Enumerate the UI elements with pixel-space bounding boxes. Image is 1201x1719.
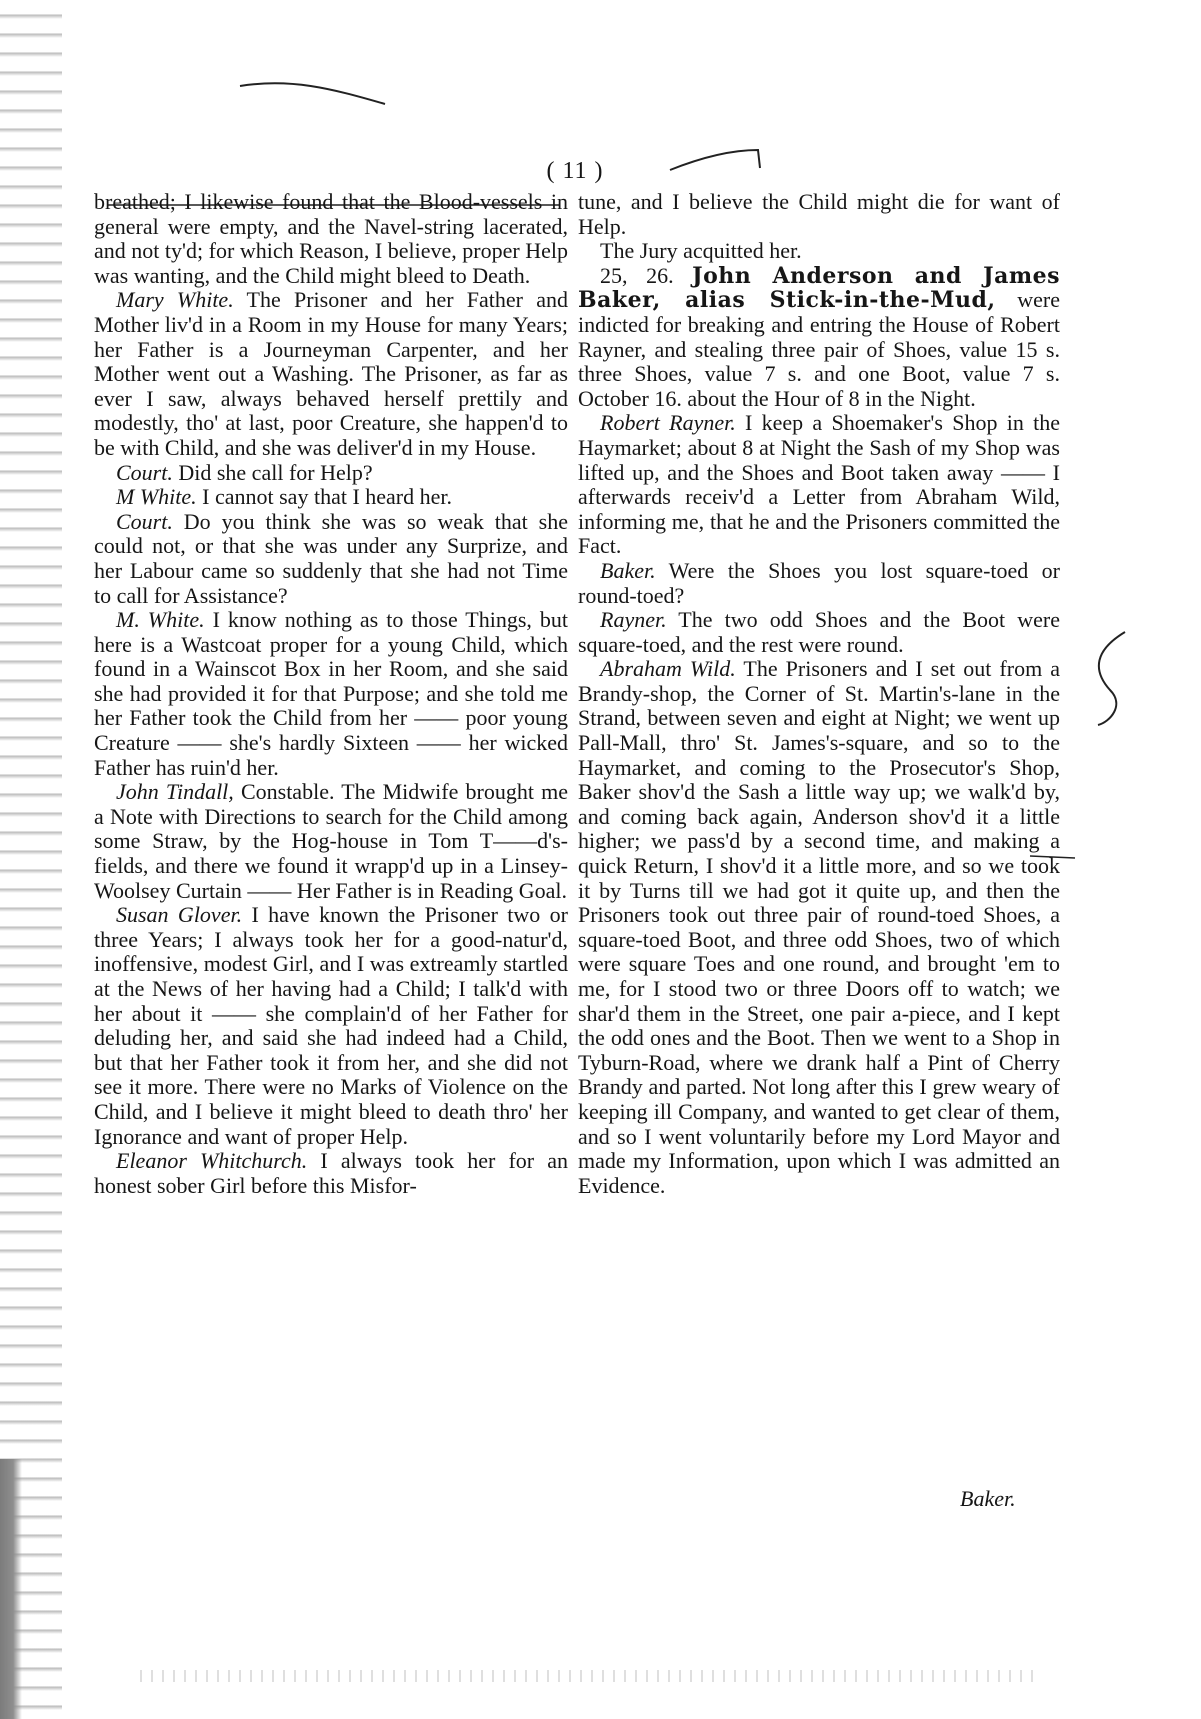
- speaker-name: Baker.: [600, 557, 656, 583]
- catchword: Baker.: [960, 1486, 1016, 1511]
- paragraph-text: were indicted for breaking and entring the House of Robert Rayner, and stealing three pair of Shoes, value 15 s. three Shoes, value 7 s. and one Boot, value 7 s. October 16. about the Hour of 8 in the Night.: [578, 287, 1060, 411]
- paragraph: [94, 461, 568, 486]
- speaker-name: Abraham Wild.: [600, 656, 736, 682]
- paragraph-text: I keep a Shoemaker's Shop in the Haymarket; about 8 at Night the Sash of my Shop was lifted up, and the Shoes and Boot taken away —— I afterwards receiv'd a Letter from Abraham Wild, informing me, that he and the Prisoners committed the Fact.: [578, 410, 1061, 559]
- paragraph: [94, 608, 568, 780]
- speaker-name: M White.: [116, 484, 197, 510]
- paragraph-text: The two odd Shoes and the Boot were square-toed, and the rest were round.: [578, 607, 1060, 657]
- paragraph-text: Do you think she was so weak that she could not, or that she was under any Surprize, and her Labour came so suddenly that she had not Time to call for Assistance?: [94, 508, 568, 608]
- paragraph-text: I have known the Prisoner two or three Years; I always took her for a good-natur'd, inoffensive, modest Girl, and I was extreamly startled at the News of her having had a Child; I talk'd with her about it —— she complain'd of her Father for deluding her, and said she had indeed had a Child, but that her Father took it from her, and she did not see it more. There were no Marks of Violence on the Child, and I believe it might bleed to death thro' her Ignorance and want of proper Help.: [94, 902, 568, 1149]
- paragraph: [578, 411, 1060, 559]
- speaker-name: Rayner.: [600, 607, 667, 633]
- paragraph: [94, 510, 568, 608]
- defendant-names: John Anderson and James Baker, alias Stick-in-the-Mud,: [578, 262, 1060, 314]
- right-column: [578, 190, 1060, 1198]
- paragraph: [578, 608, 1060, 657]
- speaker-name: Mary White.: [116, 287, 234, 313]
- paragraph-text: Constable. The Midwife brought me a Note with Directions to search for the Child among some Straw, by the Hog-house in Tom T——d's-fields, and there we found it wrapp'd up in a Linsey-Woolsey Curtain —— Her Father is in Reading Goal.: [94, 779, 569, 903]
- page-number: ( 11 ): [546, 158, 604, 184]
- paragraph-text: tune, and I believe the Child might die for want of Help.: [578, 189, 1060, 239]
- speaker-name: Court.: [116, 508, 173, 534]
- paragraph-text: I always took her for an honest sober Girl before this Misfor-: [94, 1148, 568, 1198]
- paragraph-text: Were the Shoes you lost square-toed or round-toed?: [578, 557, 1060, 608]
- paragraph-text: The Jury acquitted her.: [600, 238, 802, 264]
- paragraph-text: The Prisoners and I set out from a Brandy-shop, the Corner of St. Martin's-lane in the Strand, between seven and eight at Night; we went up Pall-Mall, thro' St. James's-square, and so to the Haymarket, and coming to the Prosecutor's Shop, Baker shov'd the Sash a little way up; we walk'd by, and coming back again, Anderson shov'd it a little higher; we pass'd by a second time, and making a quick Return, I shov'd it a little more, and so we took it by Turns till we had got it quite up, and then the Prisoners took out three pair of round-toed Shoes, a square-toed Boot, and three odd Shoes, two of which were square Toes and one round, and brought 'em to me, for I stood two or three Doors off to watch; we shar'd them in the Street, one pair a-piece, and I kept the odd ones and the Boot. Then we went to a Shop in Tyburn-Road, where we drank half a Pint of Cherry Brandy and parted. Not long after this I grew weary of keeping ill Company, and wanted to get clear of them, and so I went voluntarily before my Lord Mayor and made my Information, upon which I was admitted an Evidence.: [578, 656, 1060, 1198]
- bottom-marks: [140, 1670, 1040, 1682]
- speaker-name: M. White.: [116, 607, 205, 633]
- paragraph-text: breathed; I likewise found that the Blood-vessels in general were empty, and the Navel-string lacerated, and not ty'd; for which Reason, I believe, proper Help was wanting, and the Child might bleed to Death.: [94, 189, 568, 288]
- paragraph: [94, 780, 568, 903]
- paragraph-text: I cannot say that I heard her.: [196, 484, 452, 510]
- paragraph: [94, 903, 568, 1149]
- paragraph-text: Did she call for Help?: [172, 459, 373, 485]
- speaker-name: Court.: [116, 459, 173, 485]
- paragraph: [578, 559, 1060, 608]
- paragraph: [94, 190, 568, 288]
- paragraph: [578, 239, 1060, 264]
- paragraph: [94, 1149, 568, 1198]
- speaker-name: Susan Glover.: [116, 902, 243, 928]
- speaker-name: Robert Rayner.: [600, 410, 736, 436]
- paragraph: [94, 485, 568, 510]
- paragraph-text: The Prisoner and her Father and Mother liv'd in a Room in my House for many Years; her Father is a Journeyman Carpenter, and her Mother went out a Washing. The Prisoner, as far as ever I saw, always behaved herself prettily and modestly, tho' at last, poor Creature, she happen'd to be with Child, and she was deliver'd in my House.: [94, 287, 568, 460]
- speaker-name: Eleanor Whitchurch.: [116, 1148, 308, 1174]
- binding-edge: [0, 0, 62, 1719]
- paragraph: [94, 288, 568, 460]
- entry-number: 25, 26.: [600, 262, 693, 288]
- paragraph: [578, 190, 1060, 239]
- paragraph: [578, 657, 1060, 1198]
- left-column: [94, 190, 568, 1198]
- speaker-name: John Tindall,: [116, 779, 234, 805]
- paragraph-text: I know nothing as to those Things, but here is a Wastcoat proper for a young Child, which found in a Wainscot Box in her Room, and she said she had provided it for that Purpose; and she told me her Father took the Child from her —— poor young Creature —— she's hardly Sixteen —— her wicked Father has ruin'd her.: [94, 607, 568, 780]
- paragraph: [578, 264, 1060, 412]
